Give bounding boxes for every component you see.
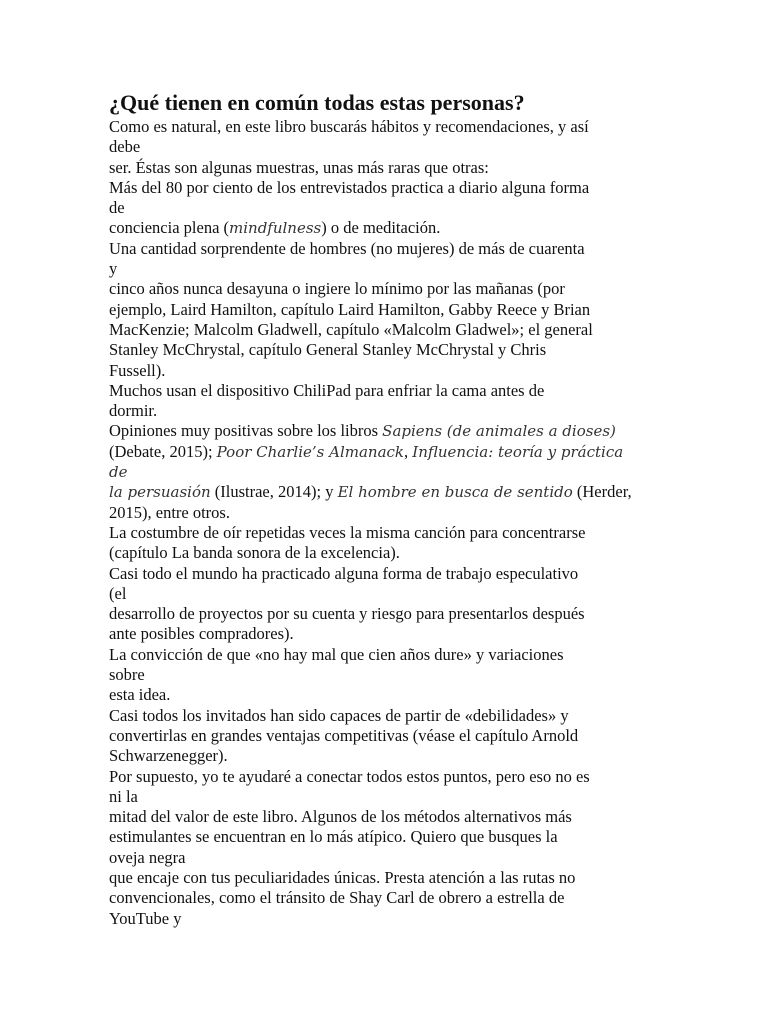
text-line xyxy=(109,807,661,827)
text-line xyxy=(109,482,661,502)
italic-text-run: la persuasión xyxy=(109,483,211,502)
text-line xyxy=(109,584,661,604)
text-run: convencionales, como el tránsito de Shay Carl de obrero a estrella de xyxy=(109,888,565,908)
text-run: estimulantes se encuentran en lo más atípico. Quiero que busques la xyxy=(109,827,558,847)
text-line xyxy=(109,909,661,929)
text-run: Schwarzenegger). xyxy=(109,746,228,766)
text-line xyxy=(109,239,661,259)
text-run: , xyxy=(404,441,413,461)
text-line xyxy=(109,645,661,665)
text-run: Muchos usan el dispositivo ChiliPad para enfriar la cama antes de xyxy=(109,380,545,400)
text-run: oveja negra xyxy=(109,847,186,867)
text-line xyxy=(109,462,661,482)
text-run: Como es natural, en este libro buscarás hábitos y recomendaciones, y así xyxy=(109,117,589,136)
text-run: Stanley McChrystal, capítulo General Stanley McChrystal y Chris xyxy=(109,340,547,360)
text-line xyxy=(109,442,661,462)
text-line xyxy=(109,300,661,320)
text-run: ser. Éstas son algunas muestras, unas más raras que otras: xyxy=(109,157,489,177)
text-line xyxy=(109,158,661,178)
text-line xyxy=(109,421,661,441)
page-title: ¿Qué tienen en común todas estas personas? xyxy=(109,90,525,115)
document-page xyxy=(109,89,661,929)
text-run: mitad del valor de este libro. Algunos de los métodos alternativos más xyxy=(109,807,572,827)
text-line xyxy=(109,888,661,908)
text-run: (capítulo La banda sonora de la excelencia). xyxy=(109,543,400,563)
text-run: Opiniones muy positivas sobre los libros xyxy=(109,421,383,441)
text-line xyxy=(109,178,661,198)
text-run: esta idea. xyxy=(109,685,171,705)
text-run: Casi todo el mundo ha practicado alguna forma de trabajo especulativo xyxy=(109,563,579,583)
text-run: desarrollo de proyectos por su cuenta y riesgo para presentarlos después xyxy=(109,604,585,624)
italic-text-run: Poor Charlie’s Almanack xyxy=(216,442,405,461)
text-line xyxy=(109,726,661,746)
text-line xyxy=(109,706,661,726)
text-run: MacKenzie; Malcolm Gladwell, capítulo «Malcolm Gladwel»; el general xyxy=(109,319,593,339)
text-line xyxy=(109,787,661,807)
text-run: Casi todos los invitados han sido capaces de partir de «debilidades» y xyxy=(109,705,569,725)
text-run: ejemplo, Laird Hamilton, capítulo Laird Hamilton, Gabby Reece y Brian xyxy=(109,299,591,319)
text-run: Fussell). xyxy=(109,360,166,380)
text-run: convertirlas en grandes ventajas competitivas (véase el capítulo Arnold xyxy=(109,725,579,745)
text-line xyxy=(109,259,661,279)
text-run: Más del 80 por ciento de los entrevistados practica a diario alguna forma xyxy=(109,177,590,197)
text-line xyxy=(109,503,661,523)
body-text xyxy=(109,117,661,929)
text-run: dormir. xyxy=(109,401,158,421)
text-line xyxy=(109,543,661,563)
text-run: ante posibles compradores). xyxy=(109,624,294,644)
text-run: debe xyxy=(109,137,141,157)
text-run: conciencia plena ( xyxy=(109,218,230,238)
text-line xyxy=(109,767,661,787)
text-run: ni la xyxy=(109,786,138,806)
text-line xyxy=(109,827,661,847)
text-line xyxy=(109,279,661,299)
text-line xyxy=(109,685,661,705)
text-line xyxy=(109,848,661,868)
text-line xyxy=(109,137,661,157)
text-run: 2015), entre otros. xyxy=(109,502,230,522)
text-run: de xyxy=(109,198,125,218)
text-run: sobre xyxy=(109,665,145,685)
italic-text-run: Influencia: teoría y práctica xyxy=(412,442,624,461)
text-line xyxy=(109,624,661,644)
italic-text-run: de xyxy=(109,463,128,482)
text-run: y xyxy=(109,259,118,279)
text-run: (Debate, 2015); xyxy=(109,441,217,461)
italic-text-run: El hombre en busca de sentido xyxy=(337,483,573,502)
text-run: cinco años nunca desayuna o ingiere lo mínimo por las mañanas (por xyxy=(109,279,565,299)
text-run: (Herder, xyxy=(572,482,632,502)
text-run: ) o de meditación. xyxy=(321,218,441,238)
text-run: Por supuesto, yo te ayudaré a conectar todos estos puntos, pero eso no es xyxy=(109,766,590,786)
italic-text-run: mindfulness xyxy=(229,219,322,238)
text-line xyxy=(109,198,661,218)
italic-text-run: Sapiens (de animales a dioses) xyxy=(382,422,616,441)
text-line xyxy=(109,564,661,584)
text-line xyxy=(109,523,661,543)
text-line xyxy=(109,381,661,401)
text-line xyxy=(109,665,661,685)
text-line xyxy=(109,401,661,421)
text-run: que encaje con tus peculiaridades únicas. Presta atención a las rutas no xyxy=(109,867,576,887)
text-run: Una cantidad sorprendente de hombres (no mujeres) de más de cuarenta xyxy=(109,238,585,258)
text-line xyxy=(109,361,661,381)
text-line xyxy=(109,218,661,238)
text-line xyxy=(109,604,661,624)
text-line xyxy=(109,340,661,360)
text-run: YouTube y xyxy=(109,908,182,928)
text-line xyxy=(109,868,661,888)
text-run: La convicción de que «no hay mal que cien años dure» y variaciones xyxy=(109,644,564,664)
text-line xyxy=(109,320,661,340)
text-run: (el xyxy=(109,583,127,603)
text-line xyxy=(109,746,661,766)
text-line xyxy=(109,117,661,137)
text-run: (Ilustrae, 2014); y xyxy=(210,482,338,502)
text-run: La costumbre de oír repetidas veces la misma canción para concentrarse xyxy=(109,522,586,542)
